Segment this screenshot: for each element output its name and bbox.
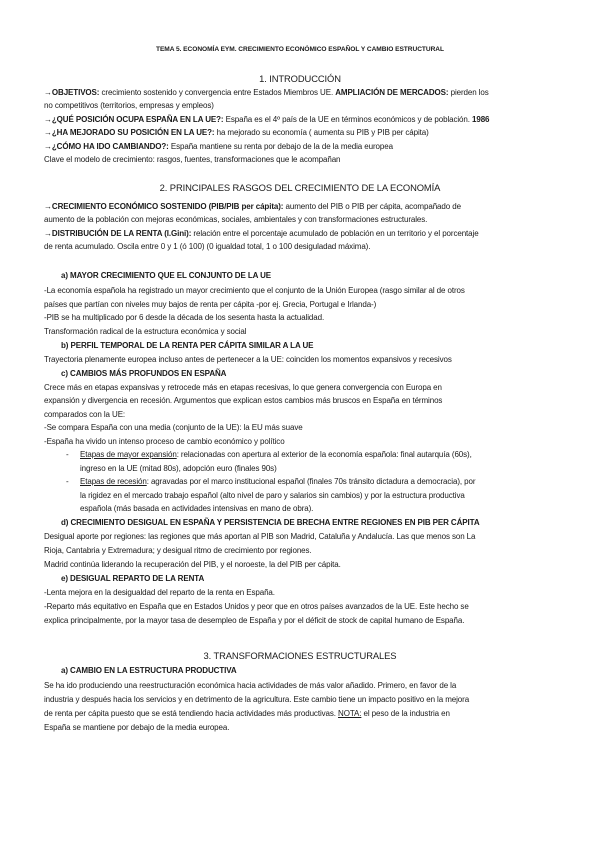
subsection-c-heading: c) CAMBIOS MÁS PROFUNDOS EN ESPAÑA (61, 369, 227, 378)
subsection-e-heading: e) DESIGUAL REPARTO DE LA RENTA (61, 574, 205, 583)
sustained-growth-line: →CRECIMIENTO ECONÓMICO SOSTENIDO (PIB/PIB per cápita): aumento del PIB o PIB per cápita, acompañado de (44, 202, 461, 211)
section-3-subsection-a-heading: a) CAMBIO EN LA ESTRUCTURA PRODUCTIVA (61, 666, 237, 675)
subsection-e-line-1: -Lenta mejora en la desigualdad del reparto de la renta en España. (44, 588, 275, 597)
sustained-growth-line-2: aumento de la población con mejoras económicas, sociales, ambientales y con transformaciones estructurales. (44, 215, 428, 224)
subsection-e-line-2: -Reparto más equitativo en España que en Estados Unidos y peor que en otros países avanzados de la UE. Este hecho se (44, 602, 469, 611)
objectives-line-2: no competitivos (territorios, empresas y empleos) (44, 101, 214, 110)
subsection-b-heading: b) PERFIL TEMPORAL DE LA RENTA PER CÁPITA SIMILAR A LA UE (61, 341, 314, 350)
question-improved: →¿HA MEJORADO SU POSICIÓN EN LA UE?: ha mejorado su economía ( aumenta su PIB y PIB per cápita) (44, 128, 429, 137)
subsection-c-line-2: expansión y divergencia en recesión. Argumentos que explican estos cambios más bruscos en España en términos (44, 396, 443, 405)
subsection-c-line-4: -Se compara España con una media (conjunto de la UE): la EU más suave (44, 423, 303, 432)
subsection-d-line-2: Rioja, Cantabria y Extremadura; y desigual ritmo de crecimiento por regiones. (44, 546, 312, 555)
recession-stages-line-2: la rigidez en el mercado trabajo español (alto nivel de paro y salarios sin cambios) y por la estructura productiva (80, 491, 465, 500)
subsection-d-heading: d) CRECIMIENTO DESIGUAL EN ESPAÑA Y PERSISTENCIA DE BRECHA ENTRE REGIONES EN PIB PER CÁPITA (61, 518, 480, 527)
question-changing: →¿CÓMO HA IDO CAMBIANDO?: España mantiene su renta por debajo de la de la media europea (44, 142, 393, 151)
section-3-line-4: España se mantiene por debajo de la media europea. (44, 723, 230, 732)
subsection-a-line-2: países que partían con niveles muy bajos de renta per cápita -por ej. Grecia, Portugal e Irlanda-) (44, 300, 377, 309)
bullet-dash: - (66, 450, 69, 459)
section-3-line-3: de renta per cápita puesto que se está tendiendo hacia actividades más productivas. NOTA: el peso de la industria en (44, 709, 450, 718)
section-2-heading: 2. PRINCIPALES RASGOS DEL CRECIMIENTO DE LA ECONOMÍA (159, 182, 441, 193)
section-3-heading: 3. TRANSFORMACIONES ESTRUCTURALES (203, 650, 397, 661)
subsection-c-line-5: -España ha vivido un intenso proceso de cambio económico y político (44, 437, 285, 446)
subsection-e-line-3: explica principalmente, por la mayor tasa de desempleo de España y por el déficit de stock de capital humano de España. (44, 616, 465, 625)
expansion-stages-line: Etapas de mayor expansión: relacionadas con apertura al exterior de la economía española: final autarquía (60s), (80, 450, 472, 459)
recession-stages-line: Etapas de recesión: agravadas por el marco institucional español (finales 70s tránsito dictadura a democracia), por (80, 477, 476, 486)
subsection-c-line-1: Crece más en etapas expansivas y retrocede más en etapas recesivas, lo que genera convergencia con Europa en (44, 383, 442, 392)
subsection-a-heading: a) MAYOR CRECIMIENTO QUE EL CONJUNTO DE LA UE (61, 271, 272, 280)
subsection-a-line-4: Transformación radical de la estructura económica y social (44, 327, 247, 336)
question-position: →¿QUÉ POSICIÓN OCUPA ESPAÑA EN LA UE?: España es el 4º país de la UE en términos económicos y de población. 1986 (44, 115, 490, 124)
subsection-c-line-3: comparados con la UE: (44, 410, 126, 419)
objectives-line: →OBJETIVOS: crecimiento sostenido y convergencia entre Estados Miembros UE. AMPLIACIÓN DE MERCADOS: pierden los (44, 88, 489, 97)
subsection-b-line-1: Trayectoria plenamente europea incluso antes de pertenecer a la UE: coinciden los momentos expansivos y recesivos (44, 355, 452, 364)
bullet-dash: - (66, 477, 69, 486)
section-3-line-1: Se ha ido produciendo una reestructuración económica hacia actividades de más valor añadido. Primero, en favor de la (44, 681, 457, 690)
growth-model-key: Clave el modelo de crecimiento: rasgos, fuentes, transformaciones que le acompañan (44, 155, 341, 164)
expansion-stages-line-2: ingreso en la UE (mitad 80s), adopción euro (finales 90s) (80, 464, 277, 473)
subsection-d-line-3: Madrid continúa liderando la recuperación del PIB, y el noroeste, la del PIB per cápita. (44, 560, 341, 569)
subsection-a-line-3: -PIB se ha multiplicado por 6 desde la década de los sesenta hasta la actualidad. (44, 313, 325, 322)
document-title: TEMA 5. ECONOMÍA EYM. CRECIMIENTO ECONÓMICO ESPAÑOL Y CAMBIO ESTRUCTURAL (155, 46, 444, 53)
income-distribution-line: →DISTRIBUCIÓN DE LA RENTA (I.Gini): relación entre el porcentaje acumulado de población en un territorio y el porcentaje (44, 229, 479, 238)
recession-stages-line-3: española (más basada en actividades intensivas en mano de obra). (80, 504, 314, 513)
subsection-d-line-1: Desigual aporte por regiones: las regiones que más aportan al PIB son Madrid, Cataluña y Andalucía. Las que menos son La (44, 532, 476, 541)
section-3-line-2: industria y después hacia los servicios y en detrimento de la agricultura. Este cambio tiene un impacto positivo en la mejora (44, 695, 470, 704)
subsection-a-line-1: -La economía española ha registrado un mayor crecimiento que el conjunto de la Unión Europea (rasgo similar al de otros (44, 286, 465, 295)
section-1-heading: 1. INTRODUCCIÓN (259, 73, 341, 84)
income-distribution-line-2: de renta acumulado. Oscila entre 0 y 1 (ó 100) (0 igualdad total, 1 o 100 desiguladad máxima). (44, 242, 371, 251)
